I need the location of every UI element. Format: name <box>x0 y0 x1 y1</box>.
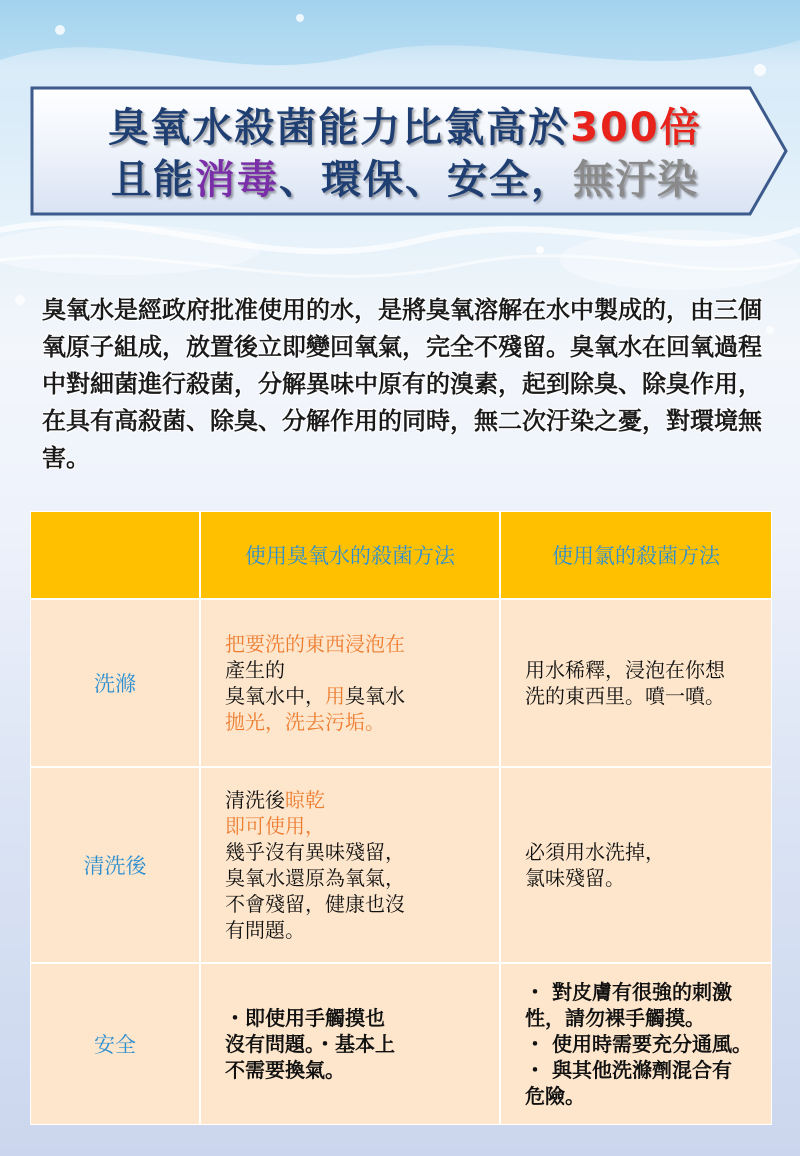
banner-highlight-no-pollution: 無汙染 <box>573 157 699 203</box>
comparison-table <box>30 511 772 1125</box>
table-row <box>30 963 772 1125</box>
banner-highlight-300: 300倍 <box>570 105 702 151</box>
title-banner <box>30 86 790 216</box>
row-label-washing: 洗滌 <box>30 599 200 767</box>
chlorine-safety-cell: ・ 對皮膚有很強的刺激 性，請勿裸手觸摸。 ・ 使用時需要充分通風。 ・ 與其他洗滌劑混合有 危險。 <box>500 963 772 1125</box>
row-label-after-cleaning: 清洗後 <box>30 767 200 963</box>
table-header-empty <box>30 511 200 599</box>
banner-title-line-2: 且能消毒、環保、安全，無汙染 <box>111 157 699 203</box>
row-label-safety: 安全 <box>30 963 200 1125</box>
chlorine-washing-cell: 用水稀釋，浸泡在你想 洗的東西里。噴一噴。 <box>500 599 772 767</box>
ozone-washing-cell: 把要洗的東西浸泡在 產生的 臭氧水中，用臭氧水 拋光，洗去污垢。 <box>200 599 500 767</box>
table-header-chlorine: 使用氯的殺菌方法 <box>500 511 772 599</box>
banner-title-line-1: 臭氧水殺菌能力比氯高於300倍 <box>108 105 702 151</box>
ozone-after-cleaning-cell: 清洗後晾乾 即可使用， 幾乎沒有異味殘留， 臭氧水還原為氧氣， 不會殘留，健康也沒 有問題。 <box>200 767 500 963</box>
table-header-ozone: 使用臭氧水的殺菌方法 <box>200 511 500 599</box>
ozone-safety-cell: ・即使用手觸摸也 沒有問題。・基本上 不需要換氣。 <box>200 963 500 1125</box>
intro-paragraph: 臭氧水是經政府批准使用的水，是將臭氧溶解在水中製成的，由三個氧原子組成，放置後立即變回氧氣，完全不殘留。臭氧水在回氧過程中對細菌進行殺菌，分解異味中原有的溴素，起到除臭、除臭作用，在具有高殺菌、除臭、分解作用的同時，無二次汙染之憂，對環境無害。 <box>42 296 762 472</box>
banner-highlight-disinfect: 消毒 <box>195 157 279 203</box>
table-row <box>30 767 772 963</box>
chlorine-after-cleaning-cell: 必須用水洗掉， 氯味殘留。 <box>500 767 772 963</box>
table-header-row <box>30 511 772 599</box>
table-row <box>30 599 772 767</box>
